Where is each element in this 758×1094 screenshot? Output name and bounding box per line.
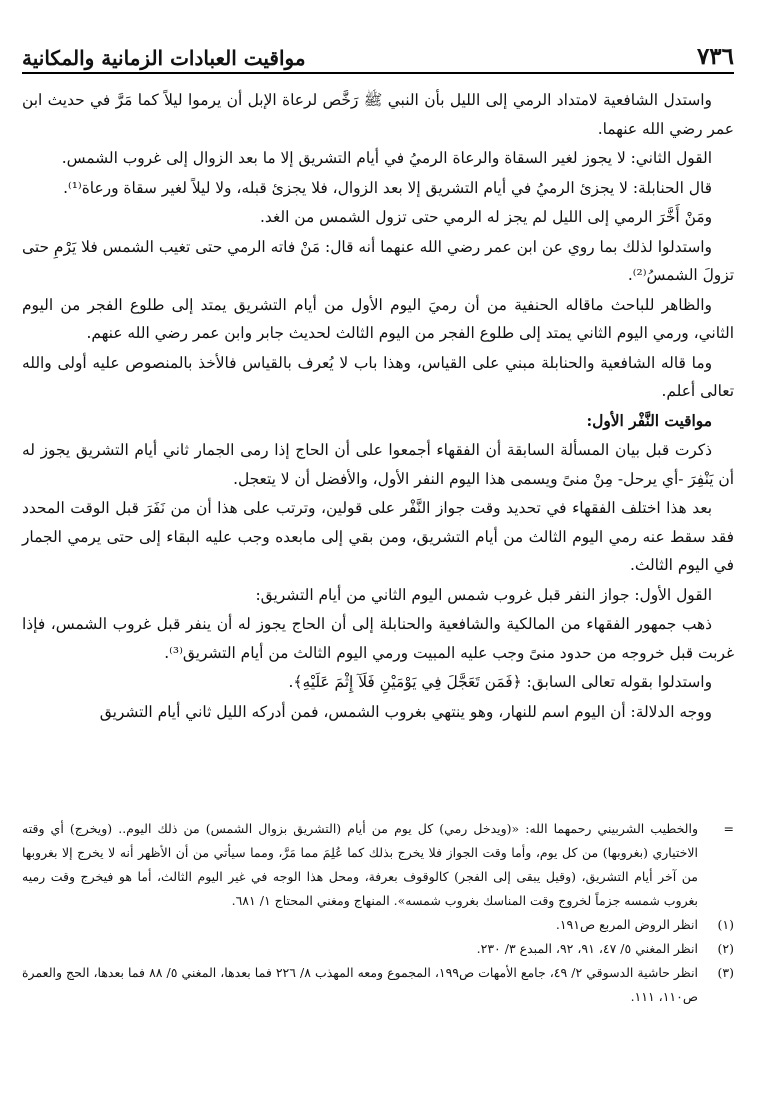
paragraph: القول الثاني: لا يجوز لغير السقاة والرعاة الرميُ في أيام التشريق إلا ما بعد الزوال إلى غروب الشمس.: [61, 149, 712, 167]
paragraph: واستدلوا بقوله تعالى السابق: ﴿فَمَن تَعَجَّلَ فِي يَوْمَيْنِ فَلَآ إِثْمَ عَلَيْهِ﴾.: [288, 673, 712, 691]
paragraph: القول الأول: جواز النفر قبل غروب شمس اليوم الثاني من أيام التشريق:: [255, 585, 712, 604]
footnote-text: والخطيب الشربيني رحمهما الله: «(ويدخل رمي) كل يوم من أيام (التشريق بزوال الشمس) من ذلك اليوم.. (ويخرج) أي وقته الاختياري (بغروبها) من كل يوم، وأما وقت الجواز فلا يخرج بذلك كما عُلِمَ مما مَرَّ، ومما سيأتي من أن الأظهر أنه لا يخرج إلا بغروبها من آخر أيام التشريق، (وقيل يبقى إلى الفجر) كالوقوف بعرفة، ومحل هذا الوجه في غير اليوم الثالث، أما هو فيخرج وقت رميه بغروب شمسه جزماً لخروج وقت المناسك بغروب شمسه». المنهاج ومغني المحتاج ١/ ٦٨١.: [22, 821, 698, 908]
paragraph: وما قاله الشافعية والحنابلة مبني على القياس، وهذا باب لا يُعرف بالقياس فالأخذ بالمنصوص عليه أولى والله تعالى أعلم.: [22, 353, 734, 400]
section-heading: مواقيت النَّفْر الأول:: [586, 411, 712, 430]
paragraph: ذهب جمهور الفقهاء من المالكية والشافعية والحنابلة إلى أن الحاج يجوز له أن ينفر قبل غروب الشمس، فإذا غربت قبل خروجه من حدود منىً وجب عليه المبيت ورمي اليوم الثالث من أيام التشريق⁽³⁾.: [22, 615, 734, 662]
footnote-item: [22, 937, 734, 961]
paragraph: واستدلوا لذلك بما روي عن ابن عمر رضي الله عنهما أنه قال: مَنْ فاته الرمي حتى تغيب الشمس فلا يَرْمِ حتى تزولَ الشمسُ⁽²⁾.: [22, 237, 734, 284]
paragraph: ومَنْ أَخَّرَ الرمي إلى الليل لم يجز له الرمي حتى تزول الشمس من الغد.: [260, 208, 712, 226]
footnote-text: انظر الروض المربع ص١٩١.: [555, 917, 698, 932]
page-number: ٧٣٦: [696, 43, 734, 70]
paragraph: ووجه الدلالة: أن اليوم اسم للنهار، وهو ينتهي بغروب الشمس، فمن أدركه الليل ثاني أيام التشريق: [99, 702, 712, 721]
footnote-item: [22, 913, 734, 937]
footnote-number: (١): [717, 917, 734, 932]
main-text: [22, 86, 734, 786]
footnote-number: (٣): [717, 965, 734, 980]
footnote-continuation: [22, 817, 734, 913]
paragraph: بعد هذا اختلف الفقهاء في تحديد وقت جواز النَّفْر على قولين، وترتب على هذا أن من نَفَرَ قبل الوقت المحدد فقد سقط عنه رمي اليوم الثالث من أيام التشريق، ومن بقي إلى مابعده وجب عليه البقاء إلى حتى يرمي الجمار في اليوم الثالث.: [22, 499, 734, 574]
running-title: مواقيت العبادات الزمانية والمكانية: [22, 46, 306, 70]
paragraph: واستدل الشافعية لامتداد الرمي إلى الليل بأن النبي ﷺ رَخَّص لرعاة الإبل أن يرموا ليلاً كما مَرَّ في حديث ابن عمر رضي الله عنهما.: [22, 91, 734, 138]
footnote-number: (٢): [717, 941, 734, 956]
footnote-text: انظر المغني ٥/ ٤٧، ٩١، ٩٢، المبدع ٣/ ٢٣٠.: [476, 941, 698, 956]
footnote-item: [22, 961, 734, 1009]
paragraph: والظاهر للباحث ماقاله الحنفية من أن رميَ اليوم الأول من أيام التشريق يمتد إلى طلوع الفجر من اليوم الثاني، ورمي اليوم الثاني يمتد إلى طلوع الفجر من اليوم الثالث لحديث جابر وابن عمر رضي الله عنهم.: [22, 295, 734, 342]
paragraph: ذكرت قبل بيان المسألة السابقة أن الفقهاء أجمعوا على أن الحاج إذا رمى الجمار ثاني أيام التشريق يجوز له أن يَنْفِرَ -أي يرحل- مِنْ منىً ويسمى هذا اليوم النفر الأول، والأفضل أن لا يتعجل.: [22, 441, 734, 488]
footnote-text: انظر حاشية الدسوقي ٢/ ٤٩، جامع الأمهات ص١٩٩، المجموع ومعه المهذب ٨/ ٢٢٦ فما بعدها، المغني ٥/ ٨٨ فما بعدها، الحج والعمرة ص١١٠، ١١١.: [22, 965, 699, 1004]
paragraph: قال الحنابلة: لا يجزئ الرميُ في أيام التشريق إلا بعد الزوال، فلا يجزئ قبله، ولا ليلاً لغير سقاة ورعاة⁽¹⁾.: [63, 178, 712, 197]
header-divider: [22, 72, 734, 74]
page-header: [22, 36, 734, 70]
footnotes: [22, 817, 734, 1067]
continuation-mark: =: [723, 821, 734, 836]
